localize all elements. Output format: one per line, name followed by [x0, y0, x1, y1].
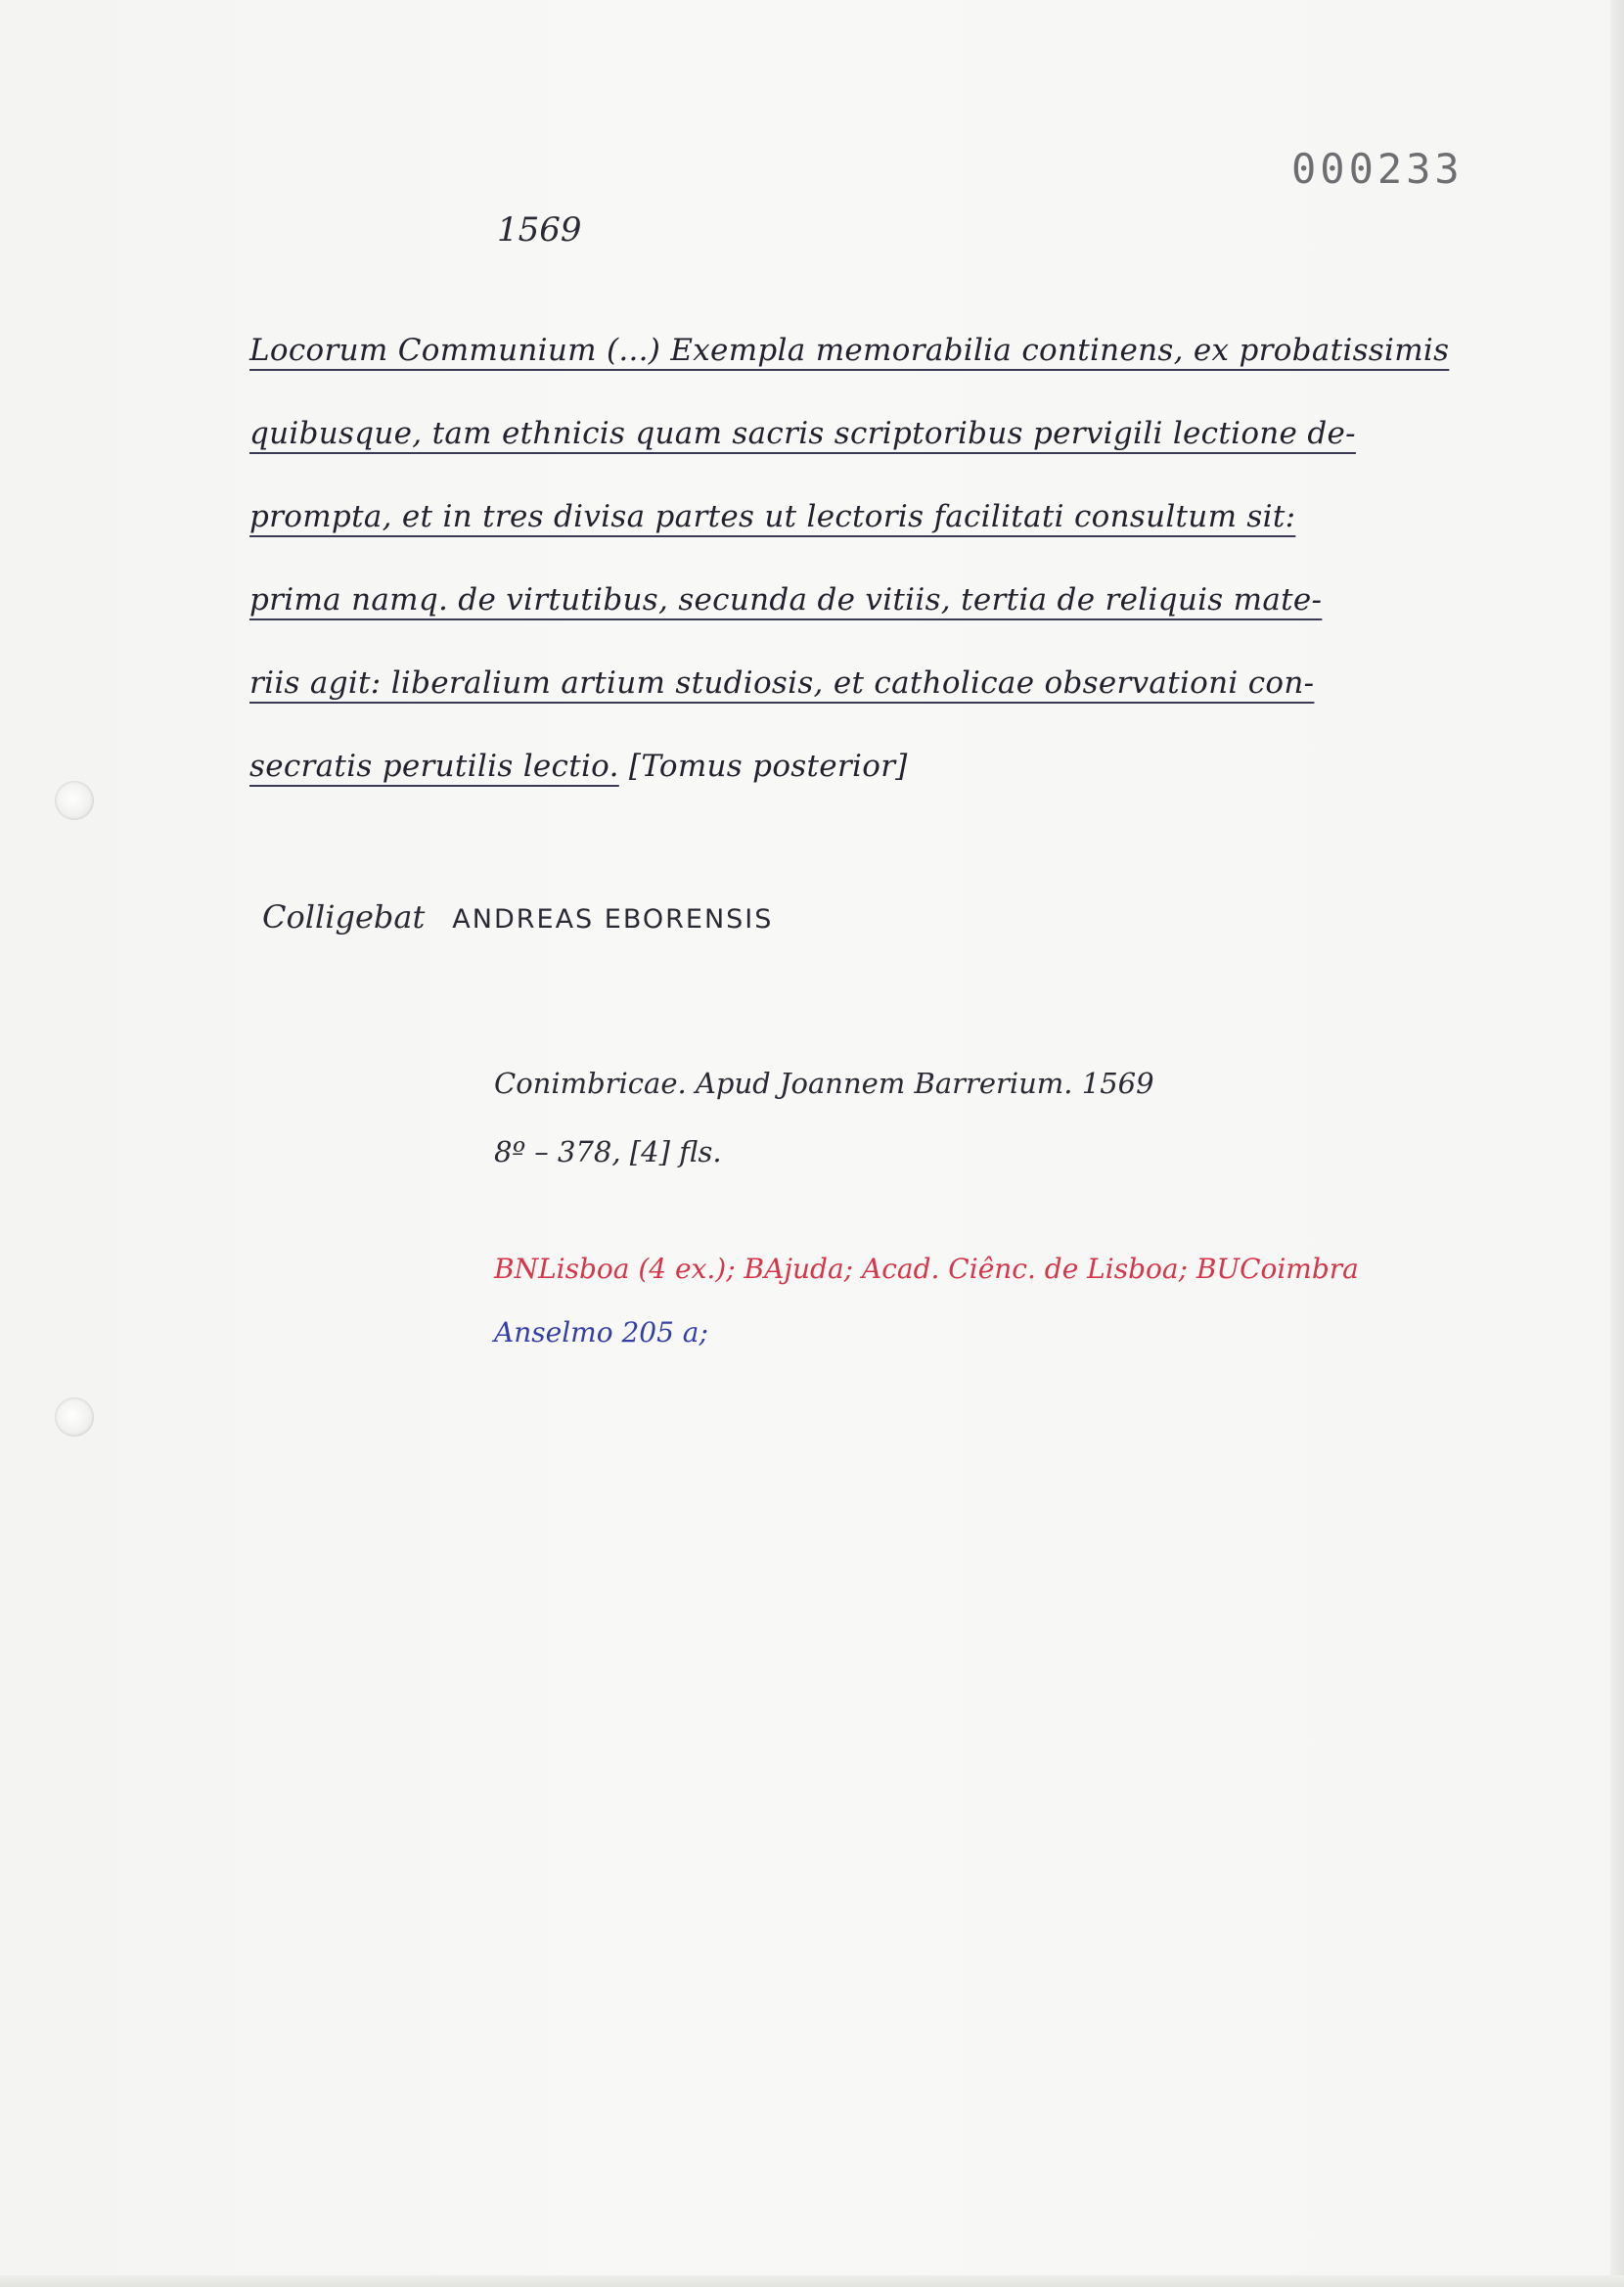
record-number-stamp: 000233 [1291, 145, 1464, 193]
bibliographic-reference: Anselmo 205 a; [494, 1316, 708, 1349]
title-line [249, 665, 1314, 701]
punch-hole-lower [55, 1397, 94, 1437]
title-line [249, 416, 1356, 451]
title-line [249, 582, 1322, 617]
sheet-right-edge [1610, 0, 1624, 2287]
title-line-text: secratis perutilis lectio. [249, 749, 619, 784]
title-line-text: prompta, et in tres divisa partes ut lectoris facilitati consultum sit: [249, 499, 1296, 534]
imprint: Conimbricae. Apud Joannem Barrerium. 1569 [494, 1067, 1154, 1100]
sheet-bottom-edge [0, 2275, 1624, 2287]
title-line-text: Locorum Communium (...) Exempla memorabilia continens, ex probatissimis [249, 333, 1450, 368]
title-line-text: prima namq. de virtutibus, secunda de vitiis, tertia de reliquis mate- [249, 582, 1323, 617]
punch-hole-upper [55, 781, 94, 820]
title-line [249, 749, 908, 784]
title-line [249, 333, 1449, 368]
title-line-text: riis agit: liberalium artium studiosis, et catholicae observationi con- [249, 665, 1315, 701]
library-holdings: BNLisboa (4 ex.); BAjuda; Acad. Ciênc. de Lisboa; BUCoimbra [494, 1253, 1359, 1285]
author-prefix: Colligebat [262, 898, 426, 936]
author-name: ANDREAS EBORENSIS [452, 904, 774, 935]
collation: 8º – 378, [4] fls. [494, 1135, 722, 1168]
volume-note: [Tomus posterior] [628, 749, 908, 784]
publication-year: 1569 [497, 210, 582, 250]
title-line [249, 499, 1295, 534]
author-line [262, 898, 773, 936]
title-line-text: quibusque, tam ethnicis quam sacris scriptoribus pervigili lectione de- [249, 416, 1356, 451]
